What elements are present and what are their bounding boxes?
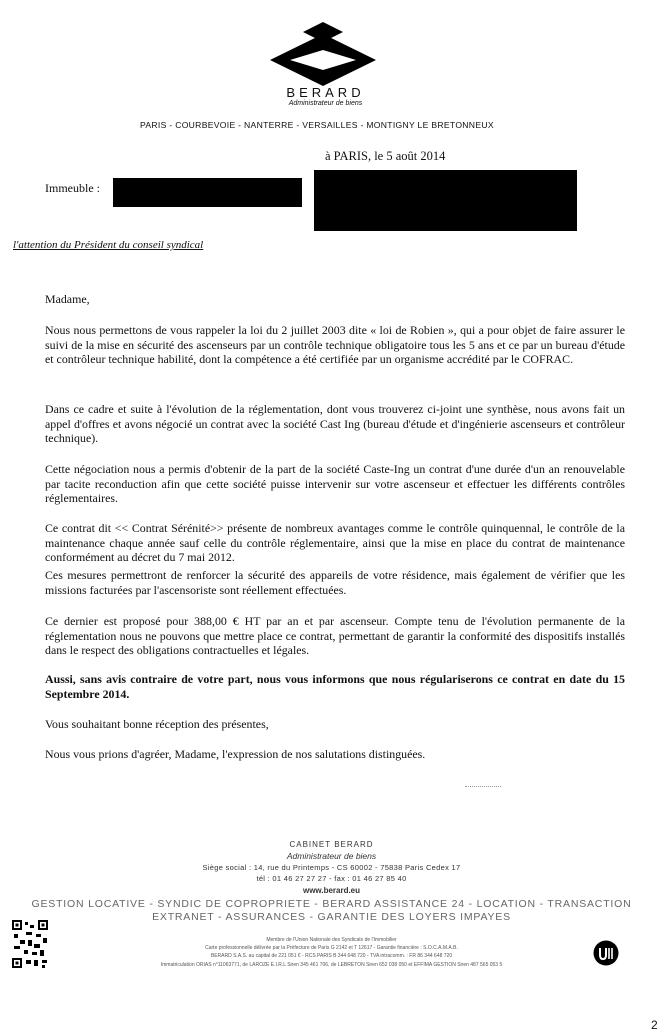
- footer-address: Siège social : 14, rue du Printemps - CS 60002 - 75838 Paris Cedex 17: [202, 863, 461, 872]
- footer-website: www.berard.eu: [302, 886, 361, 895]
- paragraph-regularisation: Aussi, sans avis contraire de votre part, nous vous informons que nous régulariserons ce contrat en date du 15 Septembre 2014.: [45, 672, 625, 701]
- footer-services-2: EXTRANET - ASSURANCES - GARANTIE DES LOYERS IMPAYES: [152, 911, 511, 923]
- berard-logo-icon: [268, 20, 378, 88]
- paragraph-contract: Ce contrat dit << Contrat Sérénité>> présente de nombreux avantages comme le contrôle quinquennal, le contrôle de la maintenance chaque année sauf celle du contrôle réglementaire, ainsi que la mise en place du contrat de maintenance conformément au décret du 7 mai 2012.: [45, 521, 625, 565]
- footer-legal-3: BERARD S.A.S. au capital de 221 051 € - RCS PARIS B 344 648 720 - TVA intracomm. : FR 86 344 648 720: [210, 953, 453, 959]
- closing-formula: Nous vous prions d'agréer, Madame, l'expression de nos salutations distinguées.: [45, 747, 426, 761]
- paragraph-price: Ce dernier est proposé pour 388,00 € HT par an et par ascenseur. Compte tenu de l'évolution permanente de la réglementation nous ne pouvons que mettre place ce contrat, permettant de garantir la conformité des dispositifs installés dans le respect des obligations contractuelles et légales.: [45, 614, 625, 658]
- building-label: Immeuble :: [45, 181, 100, 195]
- attention-line: l'attention du Président du conseil syndical: [13, 239, 204, 251]
- footer-phone: tél : 01 46 27 27 27 - fax : 01 46 27 85 40: [256, 874, 407, 883]
- qr-code-icon: [12, 920, 48, 968]
- footer-legal-1: Membre de l'Union Nationale des Syndicats de l'Immobilier: [266, 937, 397, 943]
- unis-logo-icon: [593, 940, 619, 966]
- paragraph-tender: Dans ce cadre et suite à l'évolution de la réglementation, dont vous trouverez ci-joint une synthèse, nous avons fait un appel d'offres et avons négocié un contrat avec la société Cast Ing (bureau d'étude et d'ingénierie ascenseurs et contrôleur technique).: [45, 402, 625, 446]
- page-number: 2: [651, 1018, 658, 1032]
- footer-cabinet: CABINET BERARD: [289, 840, 374, 849]
- paragraph-negotiation: Cette négociation nous a permis d'obtenir de la part de la société Caste-Ing un contrat d'une durée d'un an renouvelable par tacite reconduction afin que cette société puisse intervenir sur votre ascenseur et effectuer les différents contrôles réglementaires.: [45, 462, 625, 506]
- redacted-building: [113, 178, 302, 207]
- place-date: à PARIS, le 5 août 2014: [325, 149, 446, 163]
- paragraph-reception: Vous souhaitant bonne réception des présentes,: [45, 717, 269, 731]
- footer-services-1: GESTION LOCATIVE - SYNDIC DE COPROPRIETE - BERARD ASSISTANCE 24 - LOCATION - TRANSACTION: [31, 898, 632, 910]
- redacted-address: [314, 170, 577, 231]
- paragraph-robien-law: Nous nous permettons de vous rappeler la loi du 2 juillet 2003 dite « loi de Robien », qui a pour objet de faire assurer le suivi de la mise en sécurité des ascenseurs par un contrôle technique obligatoire tous les 5 ans et ce par un bureau d'étude et contrôleur technique habilité, dont la compétence a été certifiée par un organisme accrédité par le COFRAC.: [45, 323, 625, 367]
- footer-role: Administrateur de biens: [286, 851, 377, 861]
- paragraph-measures: Ces mesures permettront de renforcer la sécurité des appareils de votre résidence, mais également de vérifier que les missions facturées par l'ascensoriste sont réellement effectuées.: [45, 568, 625, 597]
- footer-legal-2: Carte professionnelle délivrée par la Préfecture de Paris G 2142 et T 12617 - Garantie financière : S.O.C.A.M.A.B.: [205, 945, 458, 951]
- footer-legal-4: Immatriculation ORIAS n°11063771, de LAROZE E.I.R.L Siren 345 461 706, de LEBRETON Siren 652 038 050 et EFFIMA GESTION Siren 487 565 053 5: [160, 962, 503, 968]
- signature-mark: [465, 786, 501, 788]
- brand-subtitle: Administrateur de biens: [288, 100, 363, 107]
- brand-name: BERARD: [286, 85, 365, 100]
- salutation: Madame,: [45, 292, 90, 306]
- office-cities: PARIS - COURBEVOIE - NANTERRE - VERSAILLES - MONTIGNY LE BRETONNEUX: [140, 120, 494, 130]
